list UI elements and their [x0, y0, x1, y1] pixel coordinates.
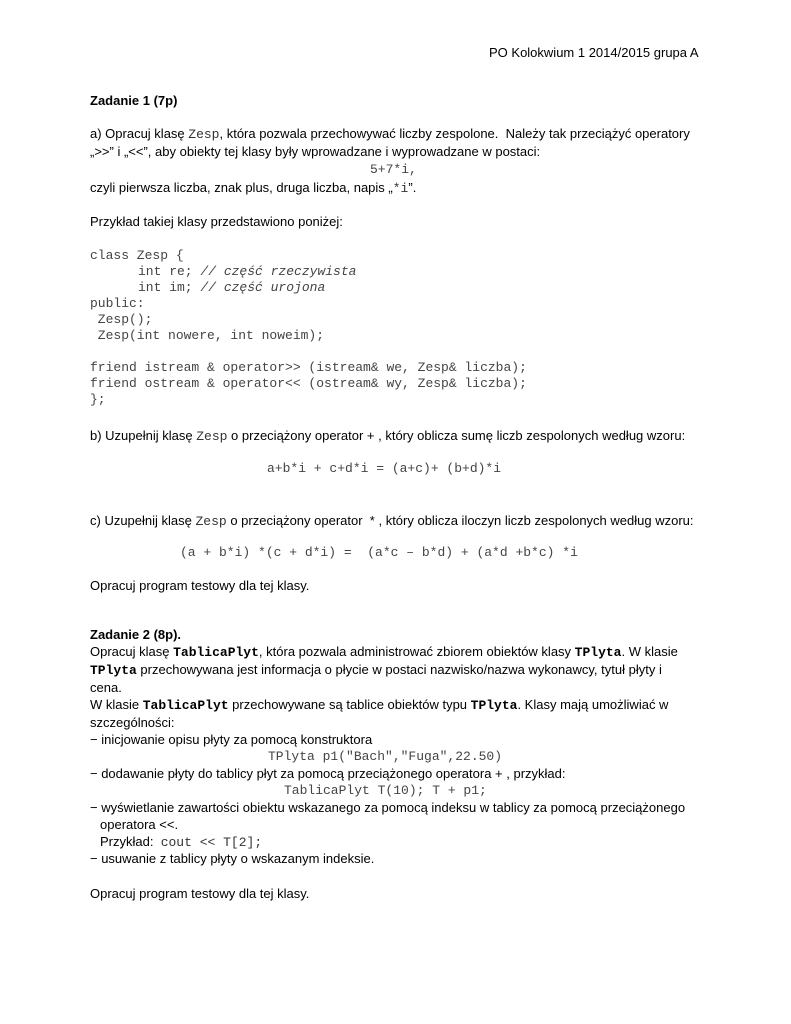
task2-bullet-2: − dodawanie płyty do tablicy płyt za pomocą przeciążonego operatora + , przykład:: [90, 766, 566, 781]
code-line-8: friend ostream & operator<< (ostream& wy, Zesp& liczba);: [90, 376, 527, 391]
task2-p3: cena.: [90, 680, 122, 695]
text: Przykład:: [100, 834, 154, 849]
text: b) Uzupełnij klasę: [90, 428, 197, 443]
text: W klasie: [90, 697, 143, 712]
text: c) Uzupełnij klasę: [90, 513, 196, 528]
code-line-1: class Zesp {: [90, 248, 184, 263]
code-line-5: Zesp();: [90, 312, 153, 327]
code-line-2: [138, 264, 356, 280]
class-name: TablicaPlyt: [142, 698, 229, 713]
text: . Klasy mają umożliwiać w: [517, 697, 669, 712]
task2-test: Opracuj program testowy dla tej klasy.: [90, 886, 310, 901]
text: , która pozwala administrować zbiorem obiektów klasy: [258, 644, 575, 659]
code-line-4: public:: [90, 296, 145, 311]
task1-b-formula: a+b*i + c+d*i = (a+c)+ (b+d)*i: [267, 461, 502, 476]
code: int im;: [138, 280, 201, 295]
task2-bullet-1: − inicjowanie opisu płyty za pomocą konstruktora: [90, 732, 373, 747]
task1-test: Opracuj program testowy dla tej klasy.: [90, 578, 310, 593]
class-name: TPlyta: [90, 663, 137, 678]
class-name: Zesp: [196, 429, 228, 444]
task2-p5: szczególności:: [90, 715, 175, 730]
class-name: TPlyta: [574, 645, 622, 660]
text: a) Opracuj klasę: [90, 126, 189, 141]
class-name: Zesp: [195, 514, 227, 529]
code-snippet: *i: [392, 181, 409, 196]
task1-a-format: 5+7*i,: [370, 162, 417, 177]
task2-title: Zadanie 2 (8p).: [90, 627, 182, 642]
code-line-7: friend istream & operator>> (istream& we, Zesp& liczba);: [90, 360, 527, 375]
code-line-3: [138, 280, 325, 296]
page-header: PO Kolokwium 1 2014/2015 grupa A: [489, 45, 699, 60]
task1-c-formula: (a + b*i) *(c + d*i) = (a*c – b*d) + (a*d +b*c) *i: [180, 545, 578, 560]
code-comment: // część urojona: [200, 280, 326, 295]
text: ”.: [408, 180, 417, 195]
task1-c: [90, 513, 694, 530]
code: int re;: [138, 264, 201, 279]
task1-a-line2: „>>” i „<<”, aby obiekty tej klasy były wprowadzane i wyprowadzane w postaci:: [90, 144, 541, 159]
task2-p2: [90, 662, 662, 679]
code-line-6: Zesp(int nowere, int noweim);: [90, 328, 325, 343]
text: przechowywana jest informacja o płycie w postaci nazwisko/nazwa wykonawcy, tytuł płyty i: [136, 662, 662, 677]
task2-bullet-1-code: TPlyta p1("Bach","Fuga",22.50): [268, 749, 503, 764]
text: Opracuj klasę: [90, 644, 174, 659]
text: czyli pierwsza liczba, znak plus, druga liczba, napis „: [90, 180, 393, 195]
task2-bullet-2-code: TablicaPlyt T(10); T + p1;: [284, 783, 487, 798]
text: o przeciążony operator + , który oblicza sumę liczb zespolonych według wzoru:: [227, 428, 686, 443]
text: o przeciążony operator * , który oblicza iloczyn liczb zespolonych według wzoru:: [226, 513, 694, 528]
class-name: TablicaPlyt: [173, 645, 259, 660]
class-name: TPlyta: [470, 698, 518, 713]
task2-p1: [90, 644, 678, 661]
task2-bullet-3-example: [100, 834, 262, 851]
code-line-9: };: [90, 392, 106, 407]
task2-bullet-4: − usuwanie z tablicy płyty o wskazanym indeksie.: [90, 851, 375, 866]
task1-a-line1: [90, 126, 690, 143]
task1-a-line3: [90, 180, 416, 197]
text: przechowywane są tablice obiektów typu: [228, 697, 471, 712]
task1-title: Zadanie 1 (7p): [90, 93, 178, 108]
task2-bullet-3: − wyświetlanie zawartości obiektu wskazanego za pomocą indeksu w tablicy za pomocą przeciążonego: [90, 800, 686, 815]
code-comment: // część rzeczywista: [200, 264, 357, 279]
text: . W klasie: [621, 644, 678, 659]
task1-example-intro: Przykład takiej klasy przedstawiono poniżej:: [90, 214, 343, 229]
task2-bullet-3-cont: operatora <<.: [100, 817, 179, 832]
task1-b: [90, 428, 685, 445]
code-snippet: cout << T[2];: [160, 835, 263, 850]
class-name: Zesp: [188, 127, 220, 142]
task2-p4: [90, 697, 668, 714]
text: , która pozwala przechowywać liczby zespolone. Należy tak przeciążyć operatory: [219, 126, 690, 141]
